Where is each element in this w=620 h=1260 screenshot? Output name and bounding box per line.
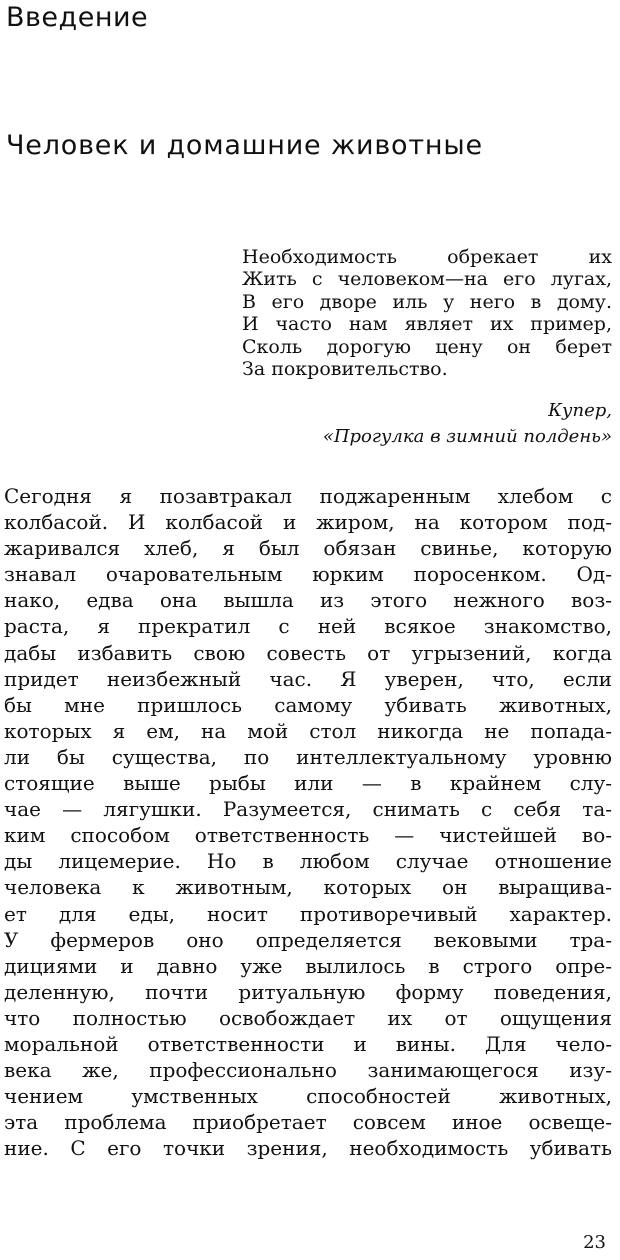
body-line: дициями и давно уже вылилось в строго опре- [4,953,612,978]
body-line: чением умственных способностей животных, [4,1084,612,1109]
body-line: придет неизбежный час. Я уверен, что, если [4,666,612,691]
epigraph-source: «Прогулка в зимний полдень» [322,426,612,447]
epigraph-line: За покровительство. [242,358,448,381]
epigraph-author: Купер, [548,400,612,421]
body-line: нако, едва она вышла из этого нежного воз- [4,588,612,613]
body-line: ким способом ответственность — чистейшей во- [4,823,612,848]
body-line: что полностью освобождает их от ощущения [4,1005,612,1030]
body-line: которых я ем, на мой стол никогда не попада- [4,718,612,743]
body-line: бы мне пришлось самому убивать животных, [4,692,612,717]
body-line: человека к животным, которых он выращива- [4,875,612,900]
body-line: моральной ответственности и вины. Для чело- [4,1031,612,1056]
body-line: жаривался хлеб, я был обязан свинье, которую [4,536,612,561]
body-line: раста, я прекратил с ней всякое знакомство, [4,614,612,639]
body-line: деленную, почти ритуальную форму поведения, [4,979,612,1004]
body-line: Сегодня я позавтракал поджаренным хлебом с [4,484,612,508]
epigraph-line: В его дворе иль у него в дому. [242,290,612,313]
epigraph-line: Сколь дорогую цену он берет [242,335,612,358]
body-line: века же, профессионально занимающегося изу- [4,1058,612,1083]
body-line: ет для еды, носит противоречивый характер. [4,901,612,926]
epigraph-line: Необходимость обрекает их [242,246,612,268]
body-line: колбасой. И колбасой и жиром, на котором под- [4,510,612,535]
body-line: ли бы существа, по интеллектуальному уровню [4,744,612,769]
chapter-title: Человек и домашние животные [6,130,483,161]
page-number: 23 [583,1232,606,1253]
body-text [4,483,612,1161]
body-line: У фермеров оно определяется вековыми тра- [4,927,612,952]
body-line: дабы избавить свою совесть от угрызений, когда [4,640,612,665]
section-title: Введение [6,2,149,33]
body-line: знавал очаровательным юрким поросенком. Од- [4,562,612,587]
epigraph-line: Жить с человеком—на его лугах, [242,268,612,291]
epigraph-attribution [323,398,612,450]
body-line: эта проблема приобретает совсем иное освеще- [4,1110,612,1135]
epigraph-line: И часто нам являет их пример, [242,313,612,336]
body-line: чае — лягушки. Разумеется, снимать с себя та- [4,797,612,822]
body-line: ние. С его точки зрения, необходимость убивать [4,1136,612,1161]
body-line: ды лицемерие. Но в любом случае отношение [4,849,612,874]
body-line: стоящие выше рыбы или — в крайнем слу- [4,771,612,796]
epigraph [242,246,612,380]
